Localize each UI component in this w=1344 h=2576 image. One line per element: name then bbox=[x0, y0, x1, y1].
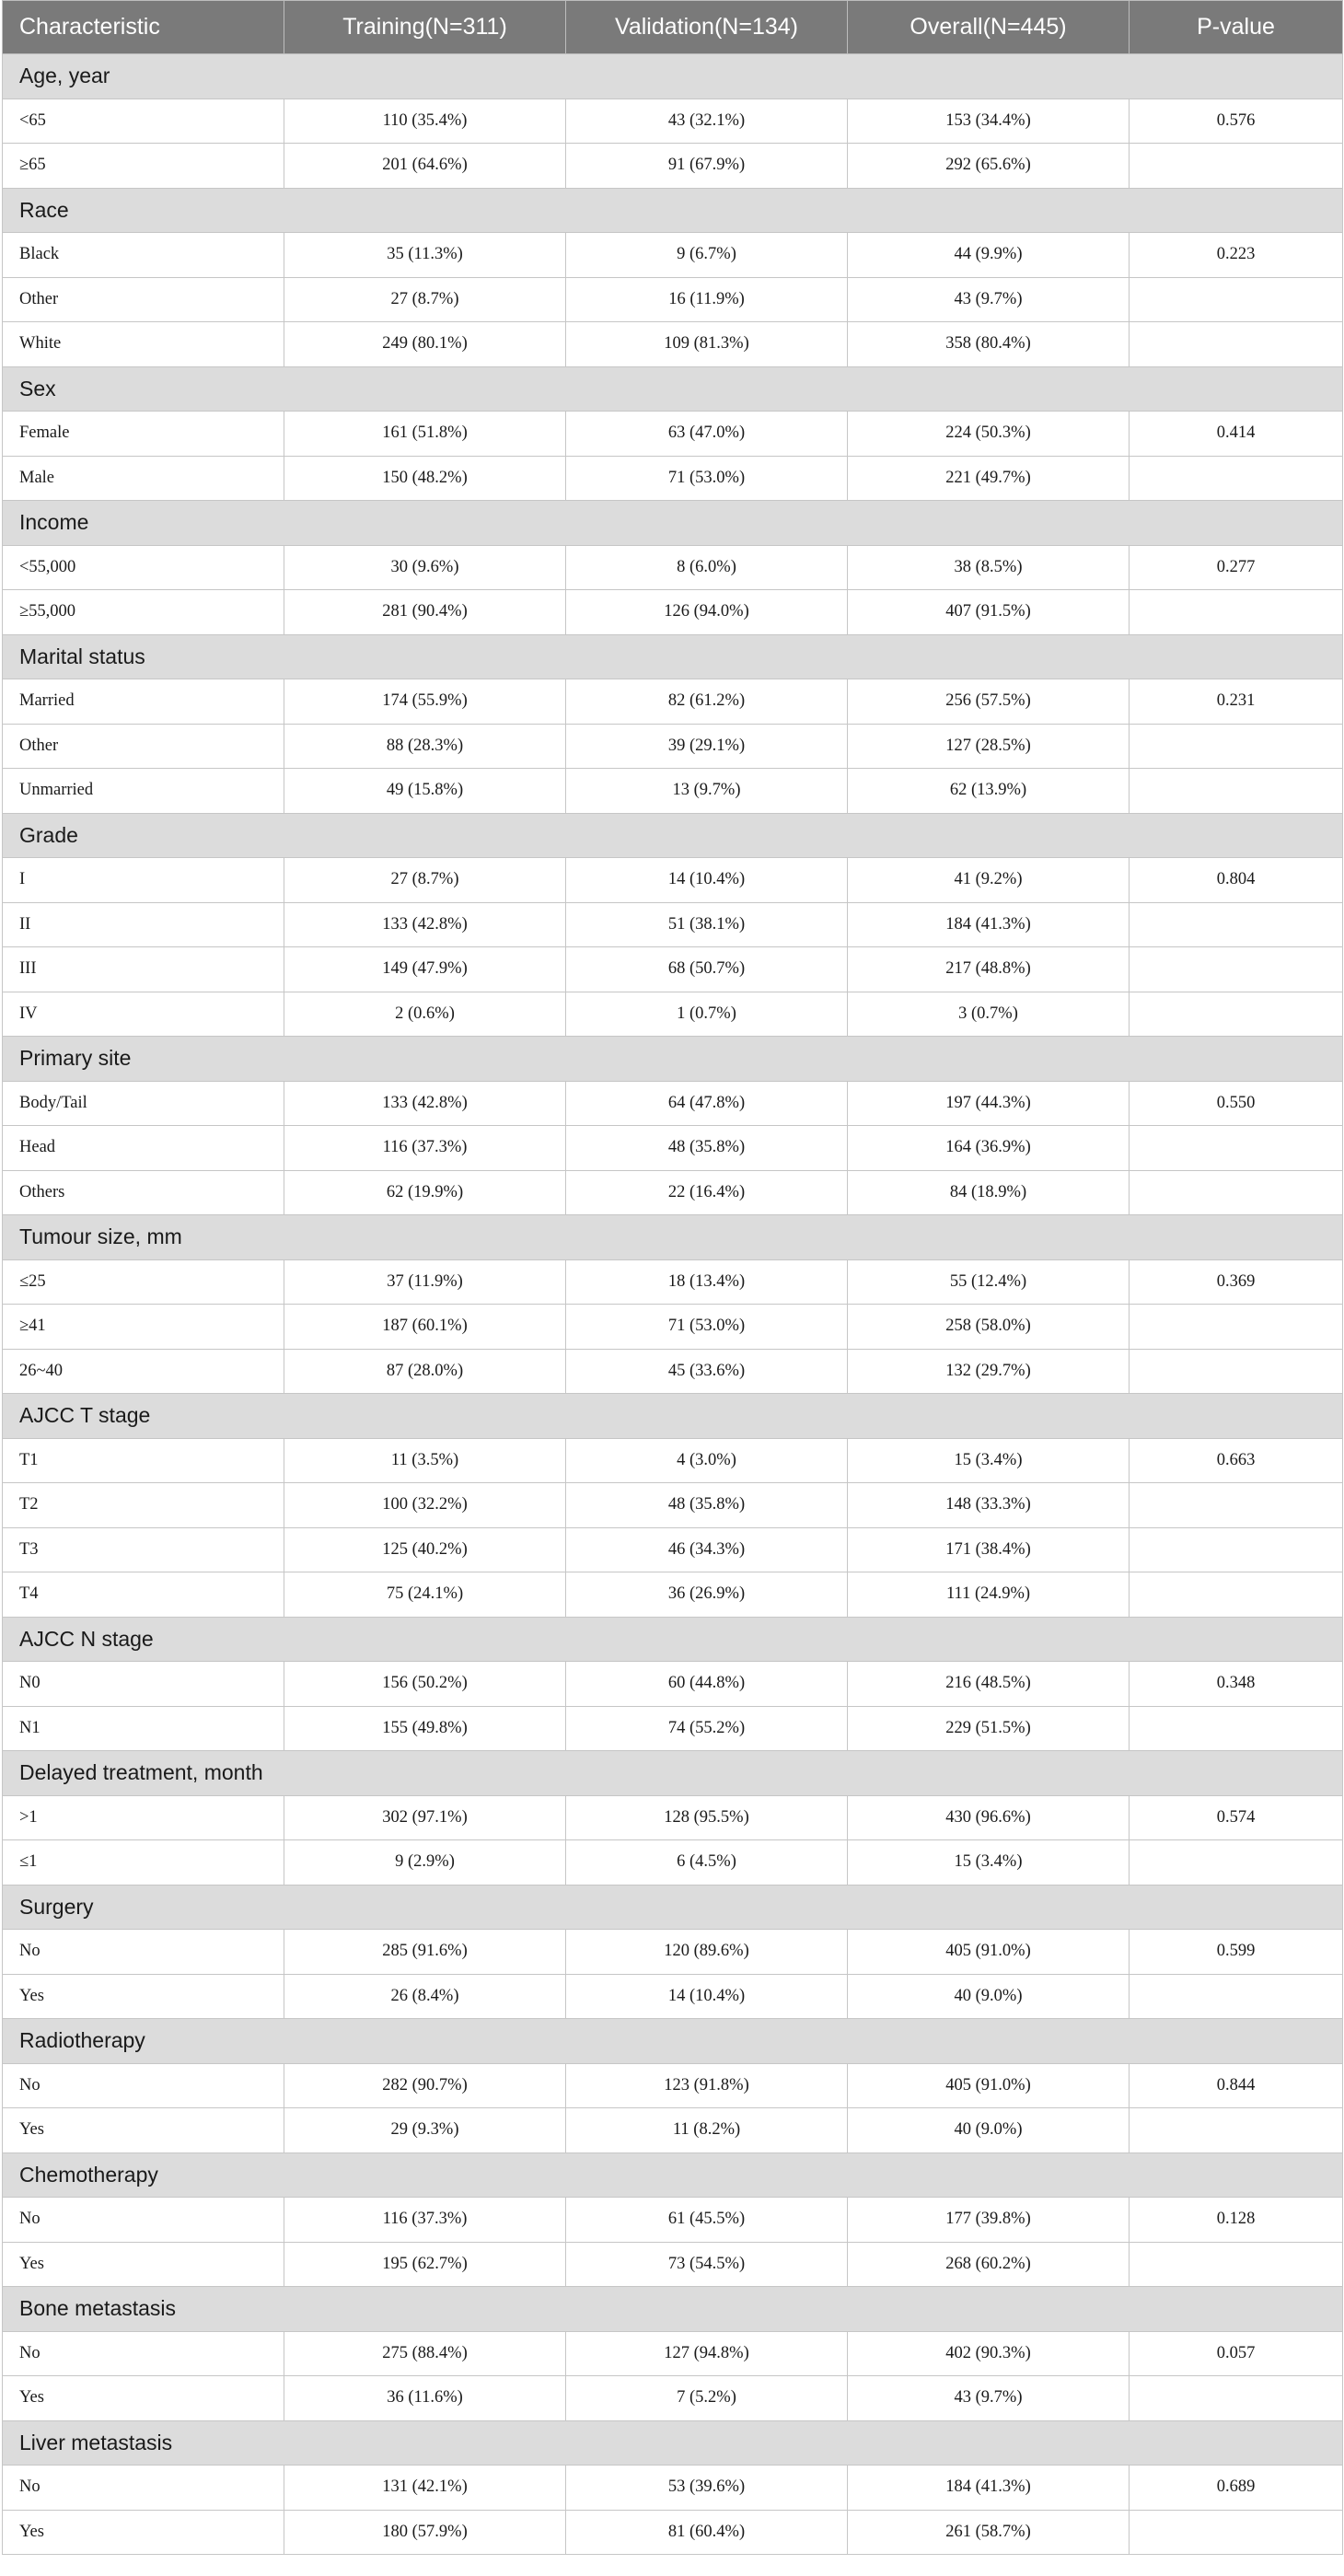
column-header-validation: Validation(N=134) bbox=[566, 1, 848, 54]
group-title: Sex bbox=[3, 366, 1343, 412]
header-row bbox=[3, 1, 1343, 54]
cell-training: 35 (11.3%) bbox=[284, 233, 566, 278]
cell-training: 195 (62.7%) bbox=[284, 2242, 566, 2287]
table-row bbox=[3, 1305, 1343, 1350]
group-title: AJCC N stage bbox=[3, 1617, 1343, 1662]
cell-training: 281 (90.4%) bbox=[284, 590, 566, 635]
cell-overall: 224 (50.3%) bbox=[848, 412, 1130, 457]
cell-validation: 120 (89.6%) bbox=[566, 1930, 848, 1975]
cell-validation: 7 (5.2%) bbox=[566, 2376, 848, 2421]
cell-overall: 216 (48.5%) bbox=[848, 1662, 1130, 1707]
cell-overall: 43 (9.7%) bbox=[848, 2376, 1130, 2421]
cell-training: 180 (57.9%) bbox=[284, 2510, 566, 2555]
table-row bbox=[3, 2376, 1343, 2421]
cell-training: 49 (15.8%) bbox=[284, 769, 566, 814]
cell-overall: 256 (57.5%) bbox=[848, 679, 1130, 725]
cell-p-value bbox=[1130, 2108, 1343, 2153]
cell-training: 116 (37.3%) bbox=[284, 2198, 566, 2243]
cell-validation: 127 (94.8%) bbox=[566, 2331, 848, 2376]
cell-training: 11 (3.5%) bbox=[284, 1438, 566, 1483]
table-row bbox=[3, 1974, 1343, 2019]
cell-p-value: 0.663 bbox=[1130, 1438, 1343, 1483]
group-header-row bbox=[3, 2287, 1343, 2332]
row-label: Unmarried bbox=[3, 769, 284, 814]
cell-overall: 292 (65.6%) bbox=[848, 144, 1130, 189]
table-row bbox=[3, 1527, 1343, 1572]
table-row bbox=[3, 1840, 1343, 1886]
table-row bbox=[3, 1930, 1343, 1975]
cell-p-value: 0.277 bbox=[1130, 545, 1343, 590]
cell-validation: 48 (35.8%) bbox=[566, 1483, 848, 1528]
cell-validation: 53 (39.6%) bbox=[566, 2466, 848, 2511]
baseline-characteristics-table bbox=[2, 0, 1343, 2555]
row-label: >1 bbox=[3, 1795, 284, 1840]
cell-overall: 41 (9.2%) bbox=[848, 858, 1130, 903]
cell-training: 156 (50.2%) bbox=[284, 1662, 566, 1707]
row-label: Female bbox=[3, 412, 284, 457]
cell-training: 149 (47.9%) bbox=[284, 947, 566, 992]
cell-training: 26 (8.4%) bbox=[284, 1974, 566, 2019]
cell-overall: 84 (18.9%) bbox=[848, 1170, 1130, 1215]
cell-overall: 38 (8.5%) bbox=[848, 545, 1130, 590]
cell-overall: 171 (38.4%) bbox=[848, 1527, 1130, 1572]
cell-validation: 68 (50.7%) bbox=[566, 947, 848, 992]
row-label: N0 bbox=[3, 1662, 284, 1707]
cell-training: 36 (11.6%) bbox=[284, 2376, 566, 2421]
cell-training: 29 (9.3%) bbox=[284, 2108, 566, 2153]
cell-p-value: 0.414 bbox=[1130, 412, 1343, 457]
group-header-row bbox=[3, 634, 1343, 679]
cell-training: 116 (37.3%) bbox=[284, 1126, 566, 1171]
group-header-row bbox=[3, 1394, 1343, 1439]
table-row bbox=[3, 1706, 1343, 1751]
cell-p-value: 0.689 bbox=[1130, 2466, 1343, 2511]
row-label: Yes bbox=[3, 2242, 284, 2287]
cell-p-value: 0.844 bbox=[1130, 2063, 1343, 2108]
table-row bbox=[3, 144, 1343, 189]
table-row bbox=[3, 2510, 1343, 2555]
cell-overall: 148 (33.3%) bbox=[848, 1483, 1130, 1528]
group-header-row bbox=[3, 366, 1343, 412]
cell-overall: 258 (58.0%) bbox=[848, 1305, 1130, 1350]
row-label: White bbox=[3, 322, 284, 367]
row-label: T3 bbox=[3, 1527, 284, 1572]
cell-validation: 60 (44.8%) bbox=[566, 1662, 848, 1707]
cell-overall: 402 (90.3%) bbox=[848, 2331, 1130, 2376]
row-label: No bbox=[3, 2466, 284, 2511]
cell-p-value bbox=[1130, 456, 1343, 501]
cell-p-value bbox=[1130, 1305, 1343, 1350]
cell-overall: 261 (58.7%) bbox=[848, 2510, 1130, 2555]
cell-p-value: 0.804 bbox=[1130, 858, 1343, 903]
table-row bbox=[3, 1081, 1343, 1126]
row-label: T4 bbox=[3, 1572, 284, 1618]
table-row bbox=[3, 1572, 1343, 1618]
column-header-overall: Overall(N=445) bbox=[848, 1, 1130, 54]
cell-p-value bbox=[1130, 769, 1343, 814]
cell-overall: 15 (3.4%) bbox=[848, 1840, 1130, 1886]
row-label: Married bbox=[3, 679, 284, 725]
table-row bbox=[3, 1349, 1343, 1394]
cell-validation: 39 (29.1%) bbox=[566, 724, 848, 769]
cell-validation: 61 (45.5%) bbox=[566, 2198, 848, 2243]
table-row bbox=[3, 545, 1343, 590]
group-header-row bbox=[3, 501, 1343, 546]
table-row bbox=[3, 679, 1343, 725]
table-row bbox=[3, 992, 1343, 1037]
cell-validation: 109 (81.3%) bbox=[566, 322, 848, 367]
cell-p-value bbox=[1130, 2376, 1343, 2421]
cell-p-value: 0.231 bbox=[1130, 679, 1343, 725]
cell-overall: 405 (91.0%) bbox=[848, 2063, 1130, 2108]
table-row bbox=[3, 1170, 1343, 1215]
cell-validation: 1 (0.7%) bbox=[566, 992, 848, 1037]
cell-validation: 14 (10.4%) bbox=[566, 1974, 848, 2019]
row-label: Yes bbox=[3, 2510, 284, 2555]
row-label: ≥55,000 bbox=[3, 590, 284, 635]
table-header bbox=[3, 1, 1343, 54]
cell-training: 100 (32.2%) bbox=[284, 1483, 566, 1528]
row-label: Others bbox=[3, 1170, 284, 1215]
table-row bbox=[3, 902, 1343, 947]
table-row bbox=[3, 2331, 1343, 2376]
row-label: Yes bbox=[3, 2376, 284, 2421]
cell-p-value bbox=[1130, 144, 1343, 189]
group-header-row bbox=[3, 2152, 1343, 2198]
cell-training: 27 (8.7%) bbox=[284, 277, 566, 322]
cell-validation: 48 (35.8%) bbox=[566, 1126, 848, 1171]
cell-overall: 55 (12.4%) bbox=[848, 1259, 1130, 1305]
row-label: Body/Tail bbox=[3, 1081, 284, 1126]
row-label: No bbox=[3, 1930, 284, 1975]
row-label: <55,000 bbox=[3, 545, 284, 590]
cell-p-value bbox=[1130, 1572, 1343, 1618]
table-row bbox=[3, 233, 1343, 278]
cell-validation: 126 (94.0%) bbox=[566, 590, 848, 635]
table-row bbox=[3, 277, 1343, 322]
cell-validation: 128 (95.5%) bbox=[566, 1795, 848, 1840]
cell-validation: 16 (11.9%) bbox=[566, 277, 848, 322]
cell-validation: 123 (91.8%) bbox=[566, 2063, 848, 2108]
cell-training: 75 (24.1%) bbox=[284, 1572, 566, 1618]
table-row bbox=[3, 99, 1343, 144]
group-title: Chemotherapy bbox=[3, 2152, 1343, 2198]
row-label: Other bbox=[3, 724, 284, 769]
cell-p-value bbox=[1130, 322, 1343, 367]
table-row bbox=[3, 590, 1343, 635]
column-header-p-value: P-value bbox=[1130, 1, 1343, 54]
cell-p-value bbox=[1130, 1349, 1343, 1394]
table-row bbox=[3, 1126, 1343, 1171]
cell-overall: 229 (51.5%) bbox=[848, 1706, 1130, 1751]
row-label: <65 bbox=[3, 99, 284, 144]
group-title: Marital status bbox=[3, 634, 1343, 679]
cell-p-value bbox=[1130, 2242, 1343, 2287]
group-header-row bbox=[3, 188, 1343, 233]
row-label: Yes bbox=[3, 2108, 284, 2153]
cell-overall: 221 (49.7%) bbox=[848, 456, 1130, 501]
cell-overall: 44 (9.9%) bbox=[848, 233, 1130, 278]
cell-validation: 6 (4.5%) bbox=[566, 1840, 848, 1886]
cell-overall: 184 (41.3%) bbox=[848, 902, 1130, 947]
table-row bbox=[3, 2063, 1343, 2108]
column-header-training: Training(N=311) bbox=[284, 1, 566, 54]
group-header-row bbox=[3, 54, 1343, 99]
cell-training: 201 (64.6%) bbox=[284, 144, 566, 189]
group-header-row bbox=[3, 2420, 1343, 2466]
cell-overall: 358 (80.4%) bbox=[848, 322, 1130, 367]
cell-training: 249 (80.1%) bbox=[284, 322, 566, 367]
table-row bbox=[3, 1795, 1343, 1840]
cell-overall: 15 (3.4%) bbox=[848, 1438, 1130, 1483]
cell-overall: 268 (60.2%) bbox=[848, 2242, 1130, 2287]
cell-overall: 197 (44.3%) bbox=[848, 1081, 1130, 1126]
cell-p-value bbox=[1130, 1840, 1343, 1886]
cell-p-value: 0.550 bbox=[1130, 1081, 1343, 1126]
cell-p-value bbox=[1130, 1483, 1343, 1528]
cell-validation: 36 (26.9%) bbox=[566, 1572, 848, 1618]
row-label: N1 bbox=[3, 1706, 284, 1751]
cell-p-value bbox=[1130, 1170, 1343, 1215]
row-label: 26~40 bbox=[3, 1349, 284, 1394]
cell-overall: 40 (9.0%) bbox=[848, 1974, 1130, 2019]
cell-overall: 177 (39.8%) bbox=[848, 2198, 1130, 2243]
cell-training: 37 (11.9%) bbox=[284, 1259, 566, 1305]
cell-validation: 71 (53.0%) bbox=[566, 1305, 848, 1350]
row-label: IV bbox=[3, 992, 284, 1037]
cell-overall: 184 (41.3%) bbox=[848, 2466, 1130, 2511]
cell-overall: 127 (28.5%) bbox=[848, 724, 1130, 769]
cell-validation: 63 (47.0%) bbox=[566, 412, 848, 457]
cell-p-value bbox=[1130, 1706, 1343, 1751]
cell-training: 187 (60.1%) bbox=[284, 1305, 566, 1350]
cell-overall: 164 (36.9%) bbox=[848, 1126, 1130, 1171]
row-label: III bbox=[3, 947, 284, 992]
group-title: Liver metastasis bbox=[3, 2420, 1343, 2466]
cell-validation: 13 (9.7%) bbox=[566, 769, 848, 814]
cell-validation: 45 (33.6%) bbox=[566, 1349, 848, 1394]
group-title: AJCC T stage bbox=[3, 1394, 1343, 1439]
row-label: Yes bbox=[3, 1974, 284, 2019]
cell-p-value bbox=[1130, 992, 1343, 1037]
group-header-row bbox=[3, 1215, 1343, 1260]
row-label: I bbox=[3, 858, 284, 903]
group-header-row bbox=[3, 1037, 1343, 1082]
cell-training: 133 (42.8%) bbox=[284, 1081, 566, 1126]
table-row bbox=[3, 769, 1343, 814]
cell-p-value: 0.128 bbox=[1130, 2198, 1343, 2243]
cell-validation: 14 (10.4%) bbox=[566, 858, 848, 903]
cell-overall: 153 (34.4%) bbox=[848, 99, 1130, 144]
cell-p-value bbox=[1130, 1974, 1343, 2019]
table-row bbox=[3, 2198, 1343, 2243]
row-label: T2 bbox=[3, 1483, 284, 1528]
cell-p-value bbox=[1130, 947, 1343, 992]
cell-p-value bbox=[1130, 1527, 1343, 1572]
row-label: ≤1 bbox=[3, 1840, 284, 1886]
group-header-row bbox=[3, 1617, 1343, 1662]
cell-validation: 71 (53.0%) bbox=[566, 456, 848, 501]
row-label: T1 bbox=[3, 1438, 284, 1483]
cell-validation: 11 (8.2%) bbox=[566, 2108, 848, 2153]
cell-training: 161 (51.8%) bbox=[284, 412, 566, 457]
table-row bbox=[3, 1662, 1343, 1707]
group-title: Income bbox=[3, 501, 1343, 546]
cell-overall: 62 (13.9%) bbox=[848, 769, 1130, 814]
row-label: Black bbox=[3, 233, 284, 278]
cell-overall: 407 (91.5%) bbox=[848, 590, 1130, 635]
cell-overall: 132 (29.7%) bbox=[848, 1349, 1130, 1394]
cell-validation: 43 (32.1%) bbox=[566, 99, 848, 144]
cell-training: 2 (0.6%) bbox=[284, 992, 566, 1037]
table-row bbox=[3, 1483, 1343, 1528]
cell-validation: 18 (13.4%) bbox=[566, 1259, 848, 1305]
cell-training: 27 (8.7%) bbox=[284, 858, 566, 903]
cell-training: 285 (91.6%) bbox=[284, 1930, 566, 1975]
table-row bbox=[3, 1438, 1343, 1483]
table-row bbox=[3, 2242, 1343, 2287]
cell-p-value bbox=[1130, 590, 1343, 635]
group-title: Race bbox=[3, 188, 1343, 233]
cell-training: 131 (42.1%) bbox=[284, 2466, 566, 2511]
cell-validation: 51 (38.1%) bbox=[566, 902, 848, 947]
cell-training: 155 (49.8%) bbox=[284, 1706, 566, 1751]
group-title: Tumour size, mm bbox=[3, 1215, 1343, 1260]
cell-training: 9 (2.9%) bbox=[284, 1840, 566, 1886]
group-header-row bbox=[3, 1885, 1343, 1930]
cell-p-value bbox=[1130, 2510, 1343, 2555]
cell-overall: 405 (91.0%) bbox=[848, 1930, 1130, 1975]
group-title: Grade bbox=[3, 813, 1343, 858]
row-label: Other bbox=[3, 277, 284, 322]
group-title: Delayed treatment, month bbox=[3, 1751, 1343, 1796]
table-body bbox=[3, 54, 1343, 2555]
cell-training: 62 (19.9%) bbox=[284, 1170, 566, 1215]
row-label: No bbox=[3, 2198, 284, 2243]
cell-training: 302 (97.1%) bbox=[284, 1795, 566, 1840]
cell-p-value: 0.369 bbox=[1130, 1259, 1343, 1305]
cell-p-value bbox=[1130, 902, 1343, 947]
cell-validation: 46 (34.3%) bbox=[566, 1527, 848, 1572]
table-row bbox=[3, 947, 1343, 992]
cell-overall: 430 (96.6%) bbox=[848, 1795, 1130, 1840]
cell-p-value: 0.348 bbox=[1130, 1662, 1343, 1707]
row-label: Male bbox=[3, 456, 284, 501]
group-title: Surgery bbox=[3, 1885, 1343, 1930]
cell-training: 88 (28.3%) bbox=[284, 724, 566, 769]
cell-p-value: 0.574 bbox=[1130, 1795, 1343, 1840]
table-row bbox=[3, 858, 1343, 903]
cell-overall: 43 (9.7%) bbox=[848, 277, 1130, 322]
cell-overall: 111 (24.9%) bbox=[848, 1572, 1130, 1618]
group-title: Bone metastasis bbox=[3, 2287, 1343, 2332]
cell-training: 275 (88.4%) bbox=[284, 2331, 566, 2376]
row-label: No bbox=[3, 2331, 284, 2376]
cell-p-value bbox=[1130, 1126, 1343, 1171]
table-row bbox=[3, 412, 1343, 457]
group-header-row bbox=[3, 1751, 1343, 1796]
cell-validation: 74 (55.2%) bbox=[566, 1706, 848, 1751]
table-row bbox=[3, 2108, 1343, 2153]
row-label: Head bbox=[3, 1126, 284, 1171]
cell-validation: 91 (67.9%) bbox=[566, 144, 848, 189]
group-header-row bbox=[3, 813, 1343, 858]
cell-training: 174 (55.9%) bbox=[284, 679, 566, 725]
group-title: Radiotherapy bbox=[3, 2019, 1343, 2064]
row-label: II bbox=[3, 902, 284, 947]
cell-overall: 40 (9.0%) bbox=[848, 2108, 1130, 2153]
group-title: Age, year bbox=[3, 54, 1343, 99]
table-row bbox=[3, 2466, 1343, 2511]
cell-training: 282 (90.7%) bbox=[284, 2063, 566, 2108]
cell-training: 133 (42.8%) bbox=[284, 902, 566, 947]
row-label: ≥65 bbox=[3, 144, 284, 189]
cell-validation: 22 (16.4%) bbox=[566, 1170, 848, 1215]
row-label: ≤25 bbox=[3, 1259, 284, 1305]
cell-p-value bbox=[1130, 277, 1343, 322]
cell-p-value bbox=[1130, 724, 1343, 769]
group-header-row bbox=[3, 2019, 1343, 2064]
cell-validation: 4 (3.0%) bbox=[566, 1438, 848, 1483]
row-label: ≥41 bbox=[3, 1305, 284, 1350]
table-row bbox=[3, 456, 1343, 501]
cell-validation: 73 (54.5%) bbox=[566, 2242, 848, 2287]
cell-validation: 9 (6.7%) bbox=[566, 233, 848, 278]
table-row bbox=[3, 724, 1343, 769]
row-label: No bbox=[3, 2063, 284, 2108]
cell-validation: 81 (60.4%) bbox=[566, 2510, 848, 2555]
cell-training: 110 (35.4%) bbox=[284, 99, 566, 144]
group-title: Primary site bbox=[3, 1037, 1343, 1082]
cell-training: 30 (9.6%) bbox=[284, 545, 566, 590]
cell-training: 125 (40.2%) bbox=[284, 1527, 566, 1572]
cell-validation: 64 (47.8%) bbox=[566, 1081, 848, 1126]
table-row bbox=[3, 322, 1343, 367]
table-row bbox=[3, 1259, 1343, 1305]
cell-training: 87 (28.0%) bbox=[284, 1349, 566, 1394]
cell-p-value: 0.599 bbox=[1130, 1930, 1343, 1975]
cell-overall: 3 (0.7%) bbox=[848, 992, 1130, 1037]
cell-validation: 8 (6.0%) bbox=[566, 545, 848, 590]
cell-p-value: 0.576 bbox=[1130, 99, 1343, 144]
cell-training: 150 (48.2%) bbox=[284, 456, 566, 501]
cell-p-value: 0.057 bbox=[1130, 2331, 1343, 2376]
column-header-characteristic: Characteristic bbox=[3, 1, 284, 54]
cell-overall: 217 (48.8%) bbox=[848, 947, 1130, 992]
cell-p-value: 0.223 bbox=[1130, 233, 1343, 278]
cell-validation: 82 (61.2%) bbox=[566, 679, 848, 725]
